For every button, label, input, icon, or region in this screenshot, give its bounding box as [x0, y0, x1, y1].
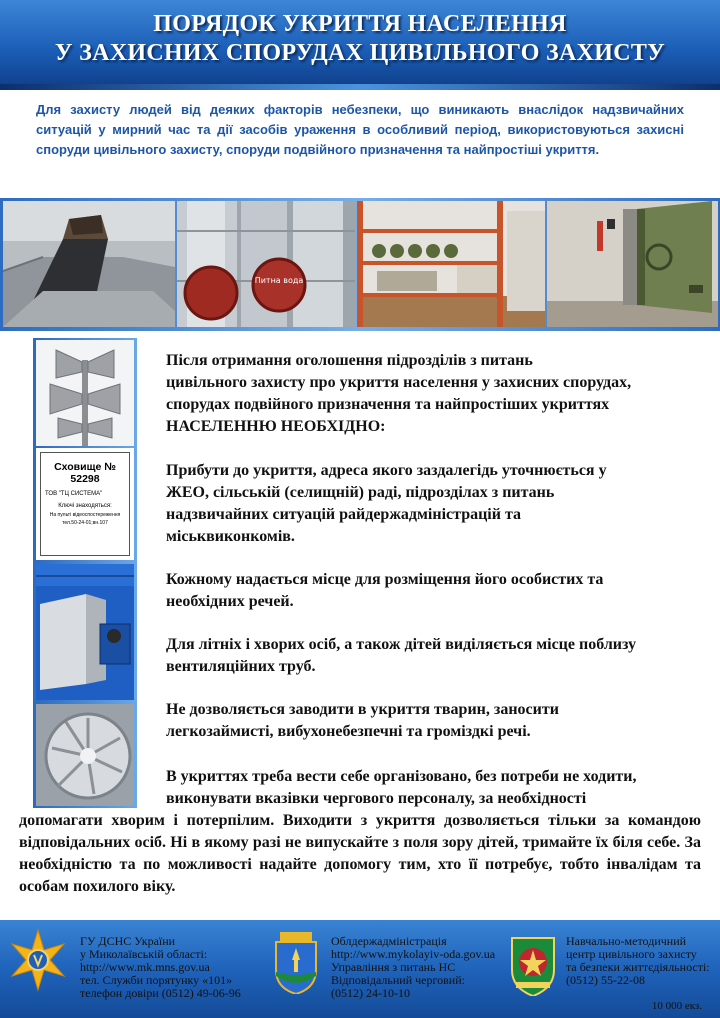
footer-dsns-line-2: у Миколаївській області:: [80, 947, 208, 961]
photo-water-pipes: [177, 201, 355, 327]
paragraph-behavior: [166, 766, 701, 810]
footer-column-dsns: [80, 935, 241, 1000]
p2-line-3: надзвичайних ситуацій райдержадміністрацій та: [166, 506, 522, 523]
p1-line-3: спорудах подвійного призначення та найпростіших укриттях: [166, 396, 610, 413]
p2-line-1: Прибути до укриття, адреса якого заздалегідь уточнюється у: [166, 462, 607, 479]
sign-keys: Ключі знаходяться:: [58, 503, 112, 509]
intro-paragraph: Для захисту людей від деяких факторів небезпеки, що виникають внаслідок надзвичайних ситуацій у мирний час та дії засобів ураження в особливий період, використовуються захисні споруди цивільного захисту, споруди подвійного призначення та найпростіші укриття.: [36, 102, 684, 157]
photo-ventilation-fan: [36, 704, 134, 806]
paragraph-elderly: [166, 634, 701, 678]
shelter-sign: [40, 452, 130, 556]
sign-title: Сховище № 52298: [54, 461, 116, 485]
footer-oda-line-5: (0512) 24-10-10: [331, 986, 410, 1000]
paragraph-arrive: [166, 460, 701, 548]
print-run: 10 000 екз.: [651, 1000, 702, 1012]
sign-where: На пульті відеоспостереження: [49, 512, 121, 518]
p1-line-2: цивільного захисту про укриття населення у захисних спорудах,: [166, 374, 632, 391]
p2-line-4: міськвиконкомів.: [166, 528, 295, 545]
water-label: Питна вода: [254, 276, 304, 285]
photo-shelter-hatch: [3, 201, 175, 327]
footer-center-line-4: (0512) 55-22-08: [566, 973, 645, 987]
footer-dsns-link[interactable]: http://www.mk.mns.gov.ua: [80, 960, 210, 974]
photo-storage-shelves: [357, 201, 545, 327]
footer-dsns-line-4: тел. Служби порятунку «101»: [80, 973, 233, 987]
sign-org: ТОВ "ТЦ СИСТЕМА": [45, 491, 103, 497]
training-center-emblem-icon: [508, 930, 558, 996]
p1-line-1: Після отримання оголошення підрозділів з питань: [166, 352, 533, 369]
p2-line-2: ЖЕО, сільській (селищній) раді, підрозділах з питань: [166, 484, 555, 501]
p3-line-2: необхідних речей.: [166, 593, 294, 610]
footer-oda-line-3: Управління з питань НС: [331, 960, 456, 974]
paragraph-behavior-rest: допомагати хворим і потерпілим. Виходити з укриття дозволяється тільки за командою відповідальних осіб. Ні в якому разі не випускайте з поля зору дітей, тримайте їх біля себе. За необхідністю та по можливості надайте допомогу тим, хто її потребує, тобто інвалідам та особам похилого віку.: [19, 812, 701, 895]
page-title: [0, 10, 720, 68]
photo-sirens: [36, 340, 134, 446]
footer-center-line-2: центр цивільного захисту: [566, 947, 697, 961]
footer-center-line-3: та безпеки життєдіяльності:: [566, 960, 710, 974]
footer-oda-line-1: Облдержадміністрація: [331, 934, 447, 948]
title-line-1: ПОРЯДОК УКРИТТЯ НАСЕЛЕННЯ: [153, 11, 567, 37]
p3-line-1: Кожному надається місце для розміщення його особистих та: [166, 571, 604, 588]
footer-dsns-line-1: ГУ ДСНС України: [80, 934, 176, 948]
footer-column-center: [566, 935, 710, 987]
photo-shelter-sign: [36, 448, 134, 560]
p5-line-1: Не дозволяється заводити в укриття тварин, заносити: [166, 701, 559, 718]
paragraph-prohibited: [166, 699, 701, 743]
footer-oda-link[interactable]: http://www.mykolayiv-oda.gov.ua: [331, 947, 496, 961]
footer-dsns-line-5: телефон довіри (0512) 49-06-96: [80, 986, 241, 1000]
p6-line-2: виконувати вказівки чергового персоналу, за необхідності: [166, 790, 587, 807]
header-band: [0, 84, 720, 90]
sign-phone: тел.50-24-01;вн.107: [62, 520, 108, 526]
paragraph-place: [166, 569, 701, 613]
photo-hermetic-door: [547, 201, 718, 327]
dsns-emblem-icon: [8, 928, 68, 992]
photo-ventilation-unit: [36, 564, 134, 700]
oblast-coat-of-arms-icon: [270, 932, 322, 994]
p1-line-4: НАСЕЛЕННЮ НЕОБХІДНО:: [166, 418, 386, 435]
p4-line-2: вентиляційних труб.: [166, 658, 316, 675]
p4-line-1: Для літніх і хворих осіб, а також дітей виділяється місце поблизу: [166, 636, 637, 653]
p5-line-2: легкозаймисті, вибухонебезпечні та громіздкі речі.: [166, 723, 531, 740]
footer-oda-line-4: Відповідальний черговий:: [331, 973, 465, 987]
footer-center-line-1: Навчально-методичний: [566, 934, 687, 948]
p6-line-1: В укриттях треба вести себе організовано, без потреби не ходити,: [166, 768, 637, 785]
title-line-2: У ЗАХИСНИХ СПОРУДАХ ЦИВІЛЬНОГО ЗАХИСТУ: [54, 40, 666, 66]
footer-column-oda: [331, 935, 495, 1000]
paragraph-notice: [166, 350, 701, 438]
